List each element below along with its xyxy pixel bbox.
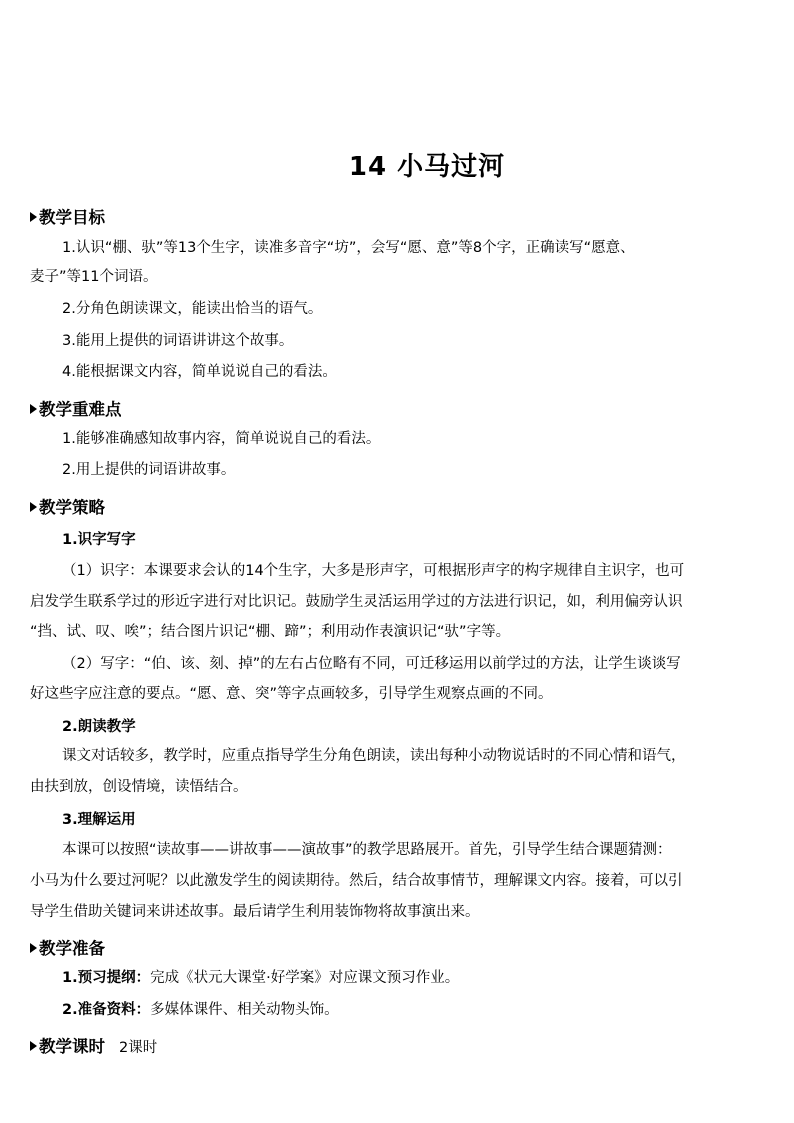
prep-item-2 [62, 999, 339, 1021]
literacy-p2-line-1: （2）写字：“伯、该、刻、掉”的左右占位略有不同，可迁移运用以前学过的方法，让学生谈谈写 [62, 656, 681, 672]
literacy-p1-line-2: 启发学生联系学过的形近字进行对比识记。鼓励学生灵活运用学过的方法进行识记，如，利用偏旁认识 [30, 594, 683, 610]
strategy-sub-application: 3.理解运用 [62, 812, 136, 828]
application-line-1: 本课可以按照“读故事——讲故事——演故事”的教学思路展开。首先，引导学生结合课题猜测： [62, 842, 672, 858]
section-heading-hours: 教学课时 2课时 [30, 1033, 157, 1057]
application-line-2: 小马为什么要过河呢？以此激发学生的阅读期待。然后，结合故事情节，理解课文内容。接着，可以引 [30, 873, 683, 889]
hours-value: 2课时 [119, 1040, 158, 1056]
literacy-p2-line-2: 好这些字应注意的要点。“愿、意、突”等字点画较多，引导学生观察点画的不同。 [30, 686, 553, 702]
strategy-sub-literacy: 1.识字写字 [62, 532, 136, 548]
strategy-sub-reading: 2.朗读教学 [62, 719, 136, 735]
page-title: 14 小马过河 [348, 152, 506, 182]
prep-item-1 [62, 967, 459, 989]
section-heading-goals: 教学目标 [30, 204, 105, 228]
section-heading-prep: 教学准备 [30, 935, 105, 959]
section-heading-key-points: 教学重难点 [30, 396, 122, 420]
triangle-bullet-icon [30, 212, 37, 222]
triangle-bullet-icon [30, 502, 37, 512]
goal-2: 2.分角色朗读课文，能读出恰当的语气。 [62, 301, 323, 317]
prep-item-1-label: 1.预习提纲： [62, 970, 151, 986]
goal-3: 3.能用上提供的词语讲讲这个故事。 [62, 333, 294, 349]
literacy-p1-line-1: （1）识字：本课要求会认的14个生字，大多是形声字，可根据形声字的构字规律自主识字，也可 [62, 563, 685, 579]
application-line-3: 导学生借助关键词来讲述故事。最后请学生利用装饰物将故事演出来。 [30, 904, 480, 920]
triangle-bullet-icon [30, 1041, 37, 1051]
prep-item-2-text: 多媒体课件、相关动物头饰。 [150, 1002, 339, 1018]
goal-1-line-1: 1.认识“棚、驮”等13个生字，读准多音字“坊”，会写“愿、意”等8个字，正确读写“愿意、 [62, 240, 635, 256]
triangle-bullet-icon [30, 404, 37, 414]
goal-4: 4.能根据课文内容，简单说说自己的看法。 [62, 364, 337, 380]
triangle-bullet-icon [30, 943, 37, 953]
section-heading-strategy: 教学策略 [30, 494, 105, 518]
literacy-p1-line-3: “挡、试、叹、唉”；结合图片识记“棚、蹄”；利用动作表演识记“驮”字等。 [30, 624, 511, 640]
key-point-2: 2.用上提供的词语讲故事。 [62, 462, 236, 478]
reading-line-1: 课文对话较多，教学时，应重点指导学生分角色朗读，读出每种小动物说话时的不同心情和语气， [62, 748, 686, 764]
goal-1-line-2: 麦子”等11个词语。 [30, 269, 158, 285]
reading-line-2: 由扶到放，创设情境，读悟结合。 [30, 779, 248, 795]
prep-item-2-label: 2.准备资料： [62, 1002, 151, 1018]
key-point-1: 1.能够准确感知故事内容，简单说说自己的看法。 [62, 431, 381, 447]
prep-item-1-text: 完成《状元大课堂·好学案》对应课文预习作业。 [150, 970, 460, 986]
